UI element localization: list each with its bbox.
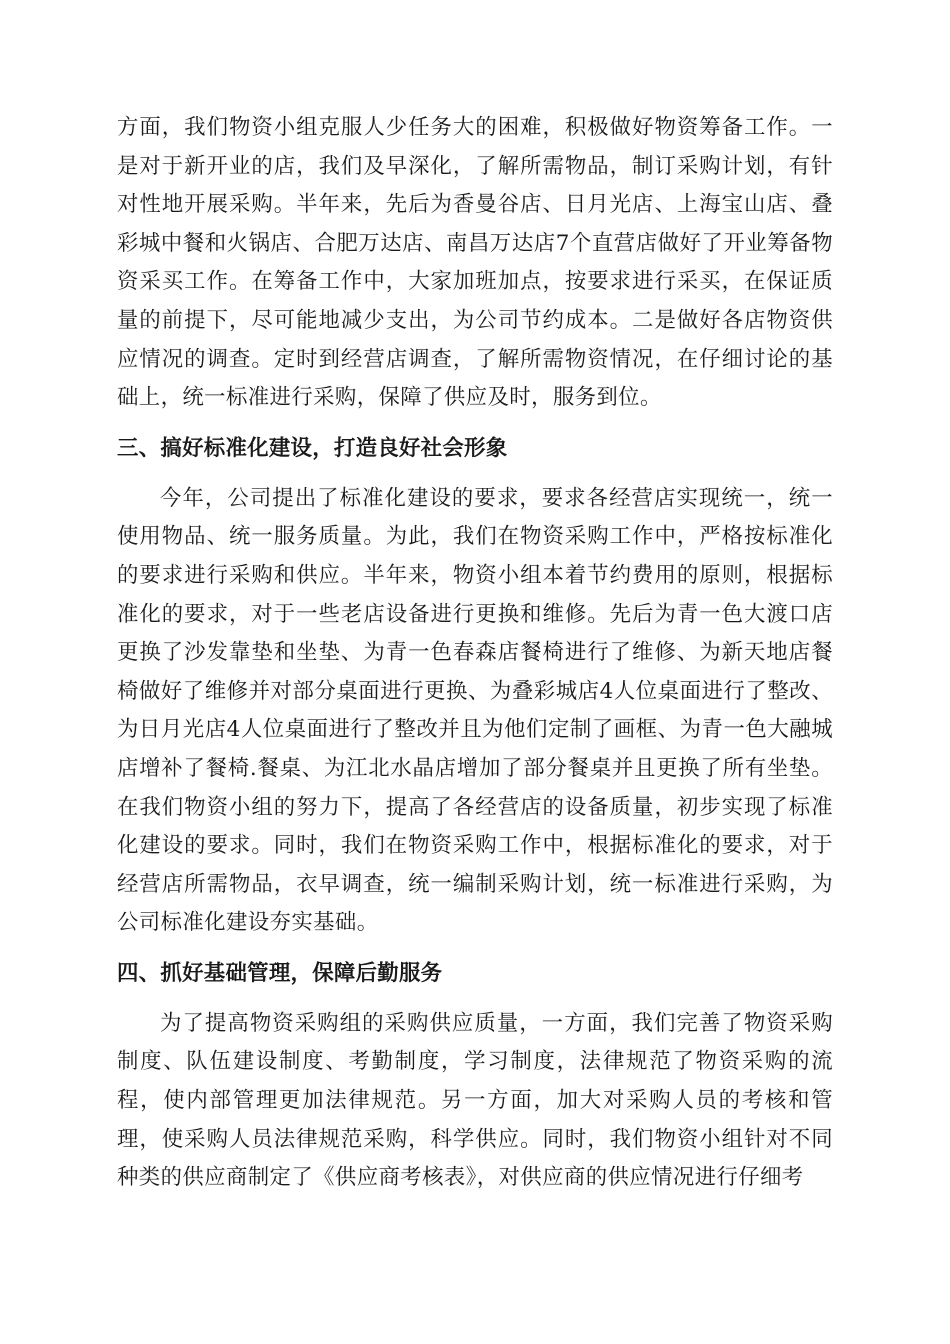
body-paragraph-2: 今年，公司提出了标准化建设的要求，要求各经营店实现统一，统一使用物品、统一服务质量。为此，我们在物资采购工作中，严格按标准化的要求进行采购和供应。半年来，物资小组本着节约费用的原则，根据标准化的要求，对于一些老店设备进行更换和维修。先后为青一色大渡口店更换了沙发靠垫和坐垫、为青一色春森店餐椅进行了维修、为新天地店餐椅做好了维修并对部分桌面进行更换、为叠彩城店4人位桌面进行了整改、为日月光店4人位桌面进行了整改并且为他们定制了画框、为青一色大融城店增补了餐椅.餐桌、为江北水晶店增加了部分餐桌并且更换了所有坐垫。在我们物资小组的努力下，提高了各经营店的设备质量，初步实现了标准化建设的要求。同时，我们在物资采购工作中，根据标准化的要求，对于经营店所需物品，衣早调查，统一编制采购计划，统一标准进行采购，为公司标准化建设夯实基础。 [117,485,833,936]
section-heading-3: 三、搞好标准化建设，打造良好社会形象 [117,435,508,461]
document-body [117,109,833,1198]
body-paragraph-3: 为了提高物资采购组的采购供应质量，一方面，我们完善了物资采购制度、队伍建设制度、考勤制度，学习制度，法律规范了物资采购的流程，使内部管理更加法律规范。另一方面，加大对采购人员的考核和管理，使采购人员法律规范采购，科学供应。同时，我们物资小组针对不同种类的供应商制定了《供应商考核表》，对供应商的供应情况进行仔细考 [117,1010,833,1191]
body-paragraph-1: 方面，我们物资小组克服人少任务大的困难，积极做好物资筹备工作。一是对于新开业的店，我们及早深化，了解所需物品，制订采购计划，有针对性地开展采购。半年来，先后为香曼谷店、日月光店、上海宝山店、叠彩城中餐和火锅店、合肥万达店、南昌万达店7个直营店做好了开业筹备物资采买工作。在筹备工作中，大家加班加点，按要求进行采买，在保证质量的前提下，尽可能地减少支出，为公司节约成本。二是做好各店物资供应情况的调查。定时到经营店调查，了解所需物资情况，在仔细讨论的基础上，统一标准进行采购，保障了供应及时，服务到位。 [117,115,833,411]
section-heading-4: 四、抓好基础管理，保障后勤服务 [117,960,443,986]
